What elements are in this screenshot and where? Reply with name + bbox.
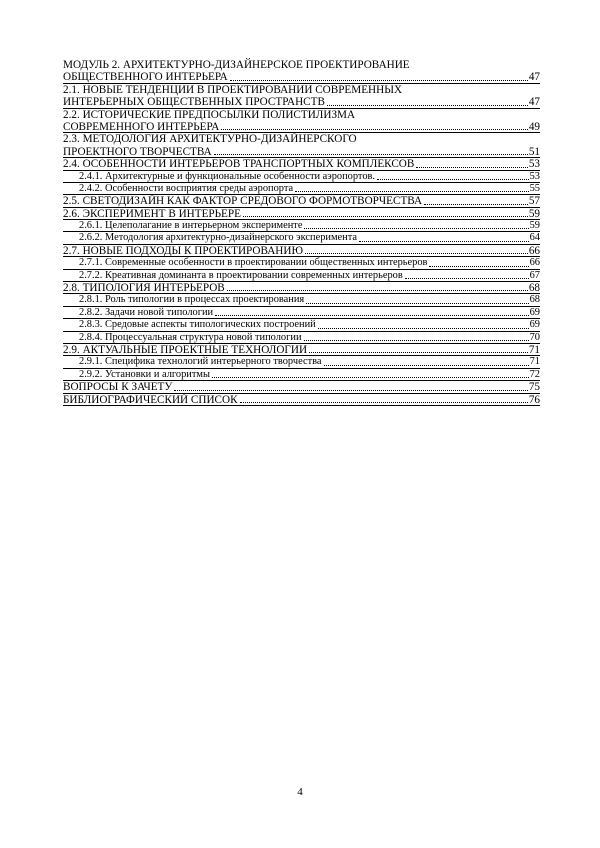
toc-entry-title: БИБЛИОГРАФИЧЕСКИЙ СПИСОК [63, 393, 238, 406]
toc-entry[interactable] [63, 270, 540, 282]
toc-page-number: 47 [528, 96, 540, 109]
toc-entry[interactable] [63, 171, 540, 183]
toc-page-number: 67 [529, 269, 540, 281]
toc-entry-title: СОВРЕМЕННОГО ИНТЕРЬЕРА [63, 120, 220, 133]
toc-page-number: 69 [529, 319, 540, 331]
toc-entry-title: МОДУЛЬ 2. АРХИТЕКТУРНО-ДИЗАЙНЕРСКОЕ ПРОЕКТИРОВАНИЕ [63, 59, 410, 71]
toc-leader-dots [243, 216, 528, 217]
toc-page-number: 66 [528, 244, 540, 257]
toc-entry-title: 2.8.3. Средовые аспекты типологических построений [79, 319, 316, 331]
toc-entry[interactable] [63, 257, 540, 269]
table-of-contents [63, 59, 540, 406]
toc-entry[interactable] [63, 319, 540, 331]
toc-entry[interactable] [63, 344, 540, 356]
toc-entry-title: 2.2. ИСТОРИЧЕСКИЕ ПРЕДПОСЫЛКИ ПОЛИСТИЛИЗМА [63, 108, 356, 121]
toc-page-number: 70 [529, 331, 540, 343]
toc-leader-dots [174, 390, 528, 391]
toc-entry[interactable] [63, 84, 540, 109]
toc-page-number: 47 [528, 71, 540, 84]
toc-leader-dots [306, 303, 528, 304]
toc-leader-dots [377, 179, 529, 180]
toc-page-number: 68 [528, 282, 540, 295]
toc-entry-title: 2.9. АКТУАЛЬНЫЕ ПРОЕКТНЫЕ ТЕХНОЛОГИИ [63, 343, 308, 356]
toc-entry-title: 2.4.2. Особенности восприятия среды аэропорта [79, 182, 294, 194]
toc-entry-title: 2.1. НОВЫЕ ТЕНДЕНЦИИ В ПРОЕКТИРОВАНИИ СОВРЕМЕННЫХ [63, 83, 403, 96]
toc-entry[interactable] [63, 208, 540, 220]
toc-entry-title: 2.8. ТИПОЛОГИЯ ИНТЕРЬЕРОВ [63, 282, 225, 295]
toc-entry-title: 2.7.1. Современные особенности в проектировании общественных интерьеров [79, 257, 428, 269]
toc-leader-dots [304, 340, 529, 341]
toc-entry[interactable] [63, 133, 540, 158]
toc-entry[interactable] [63, 158, 540, 170]
toc-entry-title: 2.8.4. Процессуальная структура новой типологии [79, 331, 302, 343]
toc-entry-title: 2.7. НОВЫЕ ПОДХОДЫ К ПРОЕКТИРОВАНИЮ [63, 244, 303, 257]
toc-entry[interactable] [63, 394, 540, 406]
toc-entry-title: 2.6. ЭКСПЕРИМЕНТ В ИНТЕРЬЕРЕ [63, 207, 241, 220]
toc-entry[interactable] [63, 282, 540, 294]
toc-leader-dots [416, 167, 527, 168]
toc-entry[interactable] [63, 195, 540, 207]
toc-entry-title: 2.6.1. Целеполагание в интерьерном эксперименте [79, 220, 303, 232]
toc-entry[interactable] [63, 109, 540, 134]
toc-leader-dots [215, 315, 529, 316]
toc-leader-dots [295, 191, 528, 192]
toc-page-number: 66 [529, 257, 540, 269]
toc-leader-dots [405, 278, 529, 279]
toc-page-number: 53 [529, 170, 540, 182]
toc-page-number: 76 [528, 393, 540, 406]
toc-entry[interactable] [63, 220, 540, 232]
toc-entry[interactable] [63, 245, 540, 257]
toc-leader-dots [214, 154, 528, 155]
toc-leader-dots [327, 105, 528, 106]
toc-entry[interactable] [63, 381, 540, 393]
page-number: 4 [297, 786, 303, 798]
toc-page-number: 72 [529, 368, 540, 380]
toc-entry-title: 2.4. ОСОБЕННОСТИ ИНТЕРЬЕРОВ ТРАНСПОРТНЫХ КОМПЛЕКСОВ [63, 158, 415, 171]
toc-page-number: 64 [529, 232, 540, 244]
toc-leader-dots [212, 377, 529, 378]
toc-page-number: 68 [529, 294, 540, 306]
toc-entry[interactable] [63, 332, 540, 344]
toc-page-number: 75 [528, 381, 540, 394]
toc-entry-title: 2.8.1. Роль типологии в процессах проектирования [79, 294, 305, 306]
toc-page-number: 53 [528, 158, 540, 171]
toc-leader-dots [318, 328, 529, 329]
toc-page-number: 51 [528, 145, 540, 158]
toc-entry-title: ПРОЕКТНОГО ТВОРЧЕСТВА [63, 145, 212, 158]
toc-leader-dots [230, 80, 528, 81]
toc-page-number: 71 [528, 343, 540, 356]
toc-page-number: 69 [529, 306, 540, 318]
toc-entry-title: 2.8.2. Задачи новой типологии [79, 306, 214, 318]
toc-page-number: 59 [529, 220, 540, 232]
toc-entry-title: ИНТЕРЬЕРНЫХ ОБЩЕСТВЕННЫХ ПРОСТРАНСТВ [63, 96, 325, 109]
toc-entry[interactable] [63, 59, 540, 84]
toc-leader-dots [221, 129, 527, 130]
toc-entry[interactable] [63, 232, 540, 244]
toc-page-number: 49 [528, 120, 540, 133]
toc-page-number: 59 [528, 207, 540, 220]
toc-entry[interactable] [63, 307, 540, 319]
toc-leader-dots [424, 204, 528, 205]
toc-page-number: 57 [528, 195, 540, 208]
toc-entry-title: 2.9.2. Установки и алгоритмы [79, 368, 210, 380]
toc-leader-dots [304, 228, 528, 229]
toc-page-number: 55 [529, 182, 540, 194]
toc-leader-dots [359, 241, 529, 242]
toc-leader-dots [240, 402, 528, 403]
toc-leader-dots [429, 266, 528, 267]
toc-entry-title: 2.7.2. Креативная доминанта в проектировании современных интерьеров [79, 269, 403, 281]
toc-entry-title: 2.3. МЕТОДОЛОГИЯ АРХИТЕКТУРНО-ДИЗАЙНЕРСКОГО [63, 133, 357, 146]
toc-entry[interactable] [63, 369, 540, 381]
toc-entry-title: 2.6.2. Методология архитектурно-дизайнерского эксперимента [79, 232, 357, 244]
toc-entry-rule [63, 405, 540, 406]
toc-leader-dots [324, 365, 529, 366]
toc-entry-title: 2.5. СВЕТОДИЗАЙН КАК ФАКТОР СРЕДОВОГО ФОРМОТВОРЧЕСТВА [63, 195, 423, 208]
toc-entry[interactable] [63, 356, 540, 368]
toc-entry-title: ВОПРОСЫ К ЗАЧЕТУ [63, 381, 173, 394]
toc-entry-title: 2.9.1. Специфика технологий интерьерного творчества [79, 356, 322, 368]
toc-entry-title: 2.4.1. Архитектурные и функциональные особенности аэропортов. [79, 170, 376, 182]
toc-page-number: 71 [529, 356, 540, 368]
toc-leader-dots [305, 253, 528, 254]
toc-leader-dots [309, 352, 528, 353]
toc-entry[interactable] [63, 294, 540, 306]
toc-leader-dots [227, 290, 528, 291]
toc-entry[interactable] [63, 183, 540, 195]
toc-entry-title: ОБЩЕСТВЕННОГО ИНТЕРЬЕРА [63, 71, 228, 84]
